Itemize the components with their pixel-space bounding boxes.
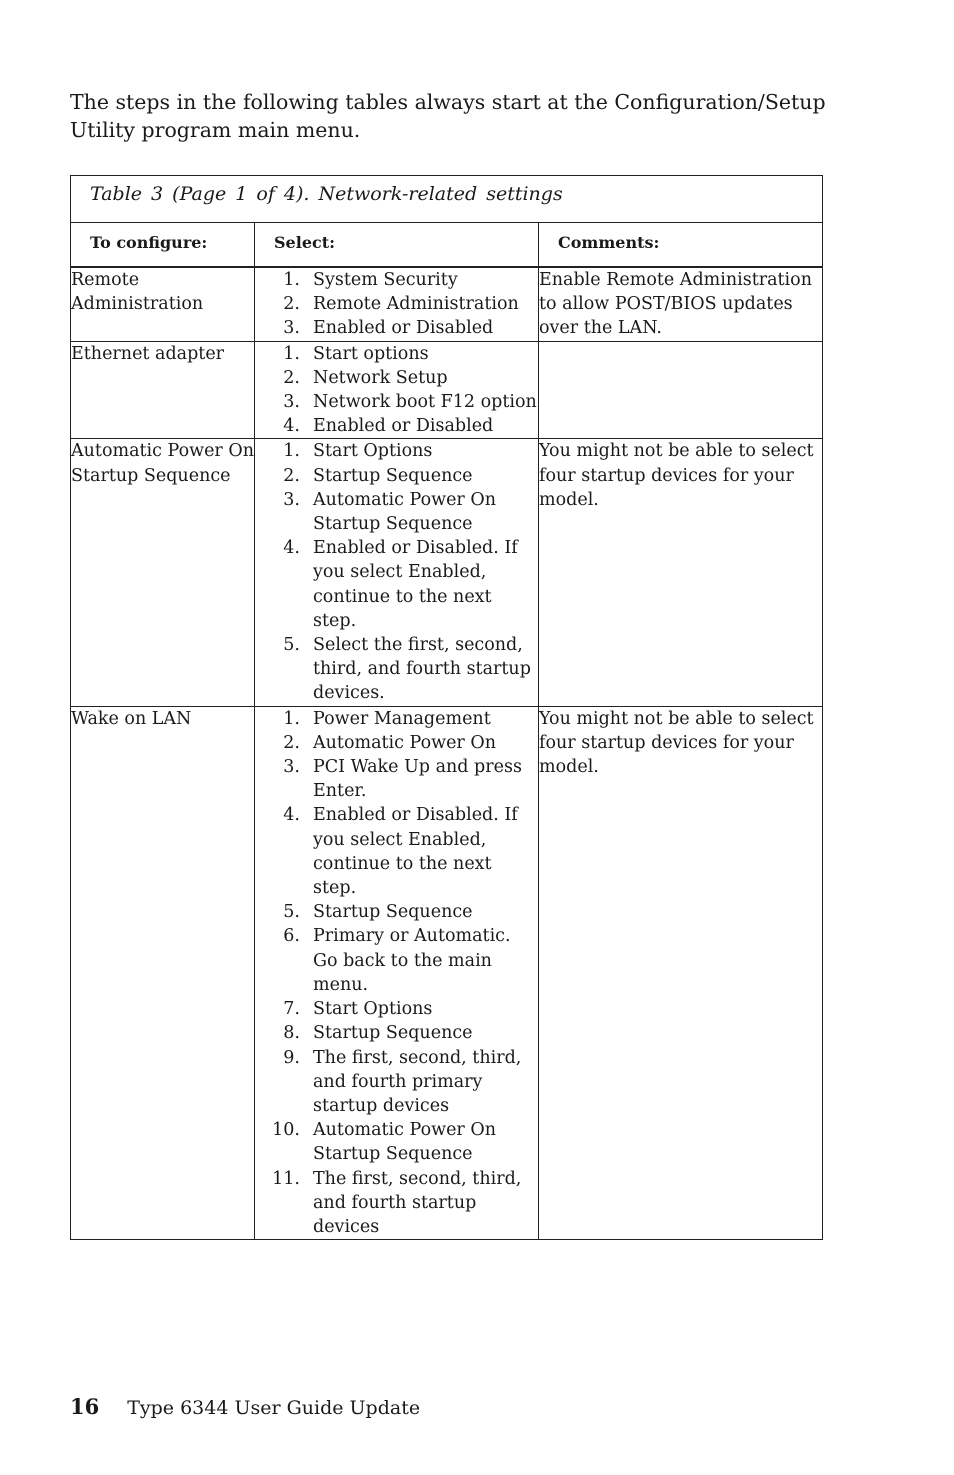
select-steps-cell xyxy=(255,439,539,706)
step-item xyxy=(255,464,538,488)
table-row xyxy=(71,706,823,1239)
column-header-select: Select: xyxy=(255,223,539,268)
step-item xyxy=(255,707,538,731)
step-number: 1. xyxy=(283,270,300,290)
step-item xyxy=(255,316,538,340)
step-item xyxy=(255,390,538,414)
step-number: 5. xyxy=(283,902,300,923)
page-footer xyxy=(70,1394,420,1419)
configure-cell: Automatic Power On Startup Sequence xyxy=(71,439,255,706)
step-item xyxy=(255,366,538,390)
select-steps-cell xyxy=(255,267,539,341)
table-header-row xyxy=(71,223,823,268)
step-number: 5. xyxy=(283,635,300,656)
step-text: Start Options xyxy=(313,441,433,462)
step-number: 2. xyxy=(283,367,300,388)
step-number: 3. xyxy=(283,757,300,778)
step-text: The first, second, third, and fourth startup devices xyxy=(313,1168,522,1237)
step-number: 4. xyxy=(283,538,300,559)
select-steps-cell xyxy=(255,706,539,1239)
step-number: 3. xyxy=(283,392,300,413)
step-text: Automatic Power On Startup Sequence xyxy=(313,1120,496,1165)
steps-list xyxy=(255,342,538,439)
column-header-comments: Comments: xyxy=(539,223,823,268)
configure-cell: Ethernet adapter xyxy=(71,341,255,439)
step-text: Automatic Power On xyxy=(313,732,496,753)
step-text: Startup Sequence xyxy=(313,1023,473,1044)
network-settings-table xyxy=(70,175,823,1240)
step-text: Enabled or Disabled xyxy=(313,318,494,339)
steps-list xyxy=(255,707,538,1239)
step-number: 1. xyxy=(283,708,300,729)
step-text: Primary or Automatic. Go back to the main menu. xyxy=(313,926,511,995)
step-text: Enabled or Disabled. If you select Enabled, continue to the next step. xyxy=(313,805,518,899)
column-header-configure: To configure: xyxy=(71,223,255,268)
step-text: Startup Sequence xyxy=(313,465,473,486)
configure-cell: Remote Administration xyxy=(71,267,255,341)
table-body xyxy=(71,267,823,1240)
select-steps-cell xyxy=(255,341,539,439)
steps-list xyxy=(255,268,538,341)
step-text: Remote Administration xyxy=(313,294,519,315)
step-number: 10. xyxy=(272,1120,300,1141)
step-number: 4. xyxy=(283,416,300,437)
comment-cell: You might not be able to select four startup devices for your model. xyxy=(539,706,823,1239)
step-number: 2. xyxy=(283,465,300,486)
step-number: 2. xyxy=(283,732,300,753)
table-row xyxy=(71,267,823,341)
table-row xyxy=(71,341,823,439)
step-text: Start Options xyxy=(313,999,433,1020)
step-text: Enabled or Disabled xyxy=(313,416,494,437)
step-number: 4. xyxy=(283,805,300,826)
step-number: 1. xyxy=(283,343,300,364)
step-item xyxy=(255,633,538,706)
step-item xyxy=(255,803,538,900)
step-number: 6. xyxy=(283,926,300,947)
step-item xyxy=(255,488,538,536)
step-item xyxy=(255,1167,538,1240)
step-text: The first, second, third, and fourth primary startup devices xyxy=(313,1047,522,1116)
step-item xyxy=(255,1046,538,1119)
step-number: 7. xyxy=(283,999,300,1020)
table-caption: Table 3 (Page 1 of 4). Network-related settings xyxy=(71,176,823,223)
step-item xyxy=(255,731,538,755)
step-number: 2. xyxy=(283,294,300,315)
step-text: Enabled or Disabled. If you select Enabled, continue to the next step. xyxy=(313,538,518,631)
footer-title: Type 6344 User Guide Update xyxy=(127,1397,421,1419)
step-text: PCI Wake Up and press Enter. xyxy=(313,757,522,802)
step-item xyxy=(255,1118,538,1166)
step-item xyxy=(255,342,538,366)
intro-paragraph: The steps in the following tables always start at the Configuration/Setup Utility program main menu. xyxy=(70,90,826,142)
step-number: 3. xyxy=(283,318,300,339)
page-number: 16 xyxy=(70,1394,100,1419)
step-item xyxy=(255,268,538,292)
step-item xyxy=(255,536,538,633)
step-text: Start options xyxy=(313,343,429,364)
step-item xyxy=(255,1021,538,1045)
step-text: Power Management xyxy=(313,708,491,729)
configure-cell: Wake on LAN xyxy=(71,706,255,1239)
steps-list xyxy=(255,439,538,705)
step-text: Network boot F12 option xyxy=(313,392,537,413)
step-text: Startup Sequence xyxy=(313,902,473,923)
step-number: 11. xyxy=(272,1168,300,1189)
step-item xyxy=(255,414,538,438)
step-number: 9. xyxy=(283,1047,300,1068)
step-item xyxy=(255,292,538,316)
step-item xyxy=(255,997,538,1021)
step-number: 1. xyxy=(283,441,300,462)
comment-cell: Enable Remote Administration to allow POST/BIOS updates over the LAN. xyxy=(539,267,823,341)
step-text: Automatic Power On Startup Sequence xyxy=(313,489,496,535)
table-row xyxy=(71,439,823,706)
step-item xyxy=(255,924,538,997)
step-item xyxy=(255,439,538,463)
step-number: 8. xyxy=(283,1023,300,1044)
comment-cell xyxy=(539,341,823,439)
step-number: 3. xyxy=(283,489,300,510)
step-text: Network Setup xyxy=(313,367,448,388)
comment-cell: You might not be able to select four startup devices for your model. xyxy=(539,439,823,706)
step-item xyxy=(255,755,538,803)
step-text: Select the first, second, third, and fourth startup devices. xyxy=(313,635,531,704)
step-text: System Security xyxy=(313,270,458,290)
step-item xyxy=(255,900,538,924)
